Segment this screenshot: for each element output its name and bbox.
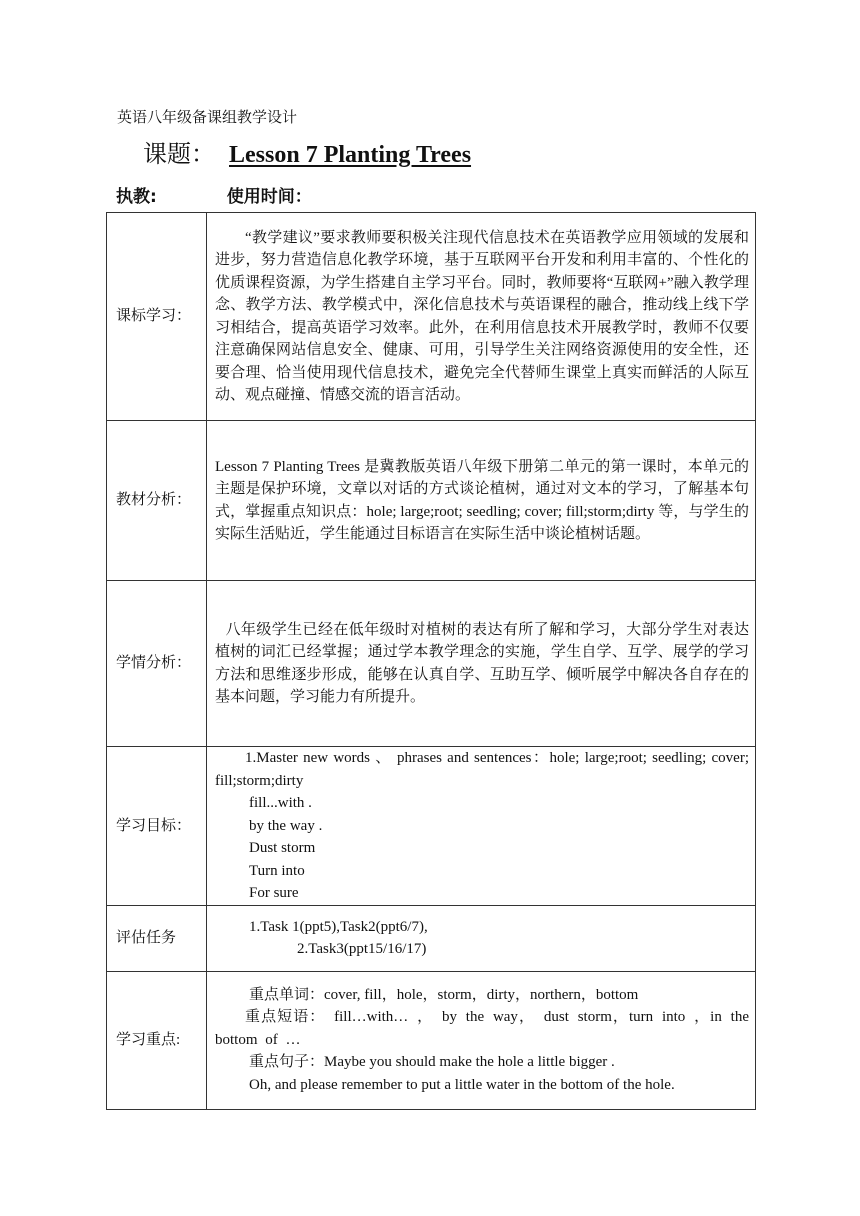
row-label: 评估任务 [107, 905, 207, 971]
row-label: 学情分析： [107, 581, 207, 747]
row-content [207, 213, 756, 421]
assessment-line: 2.Task3(ppt15/16/17) [297, 941, 427, 957]
row-curriculum [107, 213, 756, 421]
material-text: Lesson 7 Planting Trees 是冀教版英语八年级下册第二单元的第一课时，本单元的主题是保护环境，文章以对话的方式谈论植树，通过对文本的学习，了解基本句式，掌握重点知识点：hole; large;root; seedling; cover; fill;storm;dirty 等，与学生的实际生活贴近，学生能通过目标语言在实际生活中谈论植树话题。 [215, 458, 749, 542]
key-words: 重点单词：cover, fill，hole，storm，dirty，northern，bottom [249, 986, 639, 1003]
row-assessment [107, 905, 756, 971]
topic-line [143, 134, 569, 169]
row-goals [107, 747, 756, 906]
row-content [207, 581, 756, 747]
row-material [107, 421, 756, 581]
time-label: 使用时间： [226, 187, 312, 207]
assessment-line: 1.Task 1(ppt5),Task2(ppt6/7), [249, 918, 428, 935]
row-content [207, 971, 756, 1109]
row-label: 学习目标： [107, 747, 207, 906]
goal-item: Dust storm [249, 840, 316, 856]
row-label: 课标学习： [107, 213, 207, 421]
row-content [207, 905, 756, 971]
topic-label: 课题： [143, 142, 215, 168]
teacher-time-line [116, 182, 312, 207]
key-sentences: 重点句子：Maybe you should make the hole a little bigger . [249, 1054, 615, 1071]
key-sentence-2: Oh, and please remember to put a little water in the bottom of the hole. [249, 1076, 675, 1093]
row-content [207, 421, 756, 581]
teacher-label: 执教: [116, 187, 157, 207]
goal-item: fill...with . [249, 795, 312, 811]
goal-item: by the way . [249, 817, 323, 834]
goal-item: For sure [249, 885, 299, 901]
lesson-plan-table [106, 212, 756, 1110]
goal-item: Turn into [249, 862, 305, 879]
row-label: 学习重点: [107, 971, 207, 1109]
topic-title: Lesson 7 Planting Trees [229, 142, 472, 168]
students-text: 八年级学生已经在低年级时对植树的表达有所了解和学习，大部分学生对表达植树的词汇已经掌握；通过学本教学理念的实施，学生自学、互学、展学的学习方法和思维逐步形成，能够在认真自学、互助互学、倾听展学中解决各自存在的基本问题，学习能力有所提升。 [215, 621, 749, 705]
row-students [107, 581, 756, 747]
row-key [107, 971, 756, 1109]
row-content [207, 747, 756, 906]
goals-line: 1.Master new words 、 phrases and sentences：hole; large;root; seedling; cover; fill;storm;dirty [215, 750, 749, 789]
document-subtitle: 英语八年级备课组教学设计 [117, 110, 298, 126]
row-label: 教材分析： [107, 421, 207, 581]
key-phrases: 重点短语： fill…with… ， by the way， dust storm，turn into ，in the bottom of … [215, 1009, 749, 1048]
curriculum-text: “教学建议”要求教师要积极关注现代信息技术在英语教学应用领域的发展和进步，努力营造信息化教学环境，基于互联网平台开发和利用丰富的、个性化的优质课程资源，为学生搭建自主学习平台。同时，教师要将“互联网+”融入教学理念、教学方法、教学模式中，深化信息技术与英语课程的融合，推动线上线下学习相结合，提高英语学习效率。此外，在利用信息技术开展教学时，教师不仅要注意确保网站信息安全、健康、可用，引导学生关注网络资源使用的安全性，还要合理、恰当使用现代信息技术，避免完全代替师生课堂上真实而鲜活的人际互动、观点碰撞、情感交流的语言活动。 [215, 229, 749, 403]
